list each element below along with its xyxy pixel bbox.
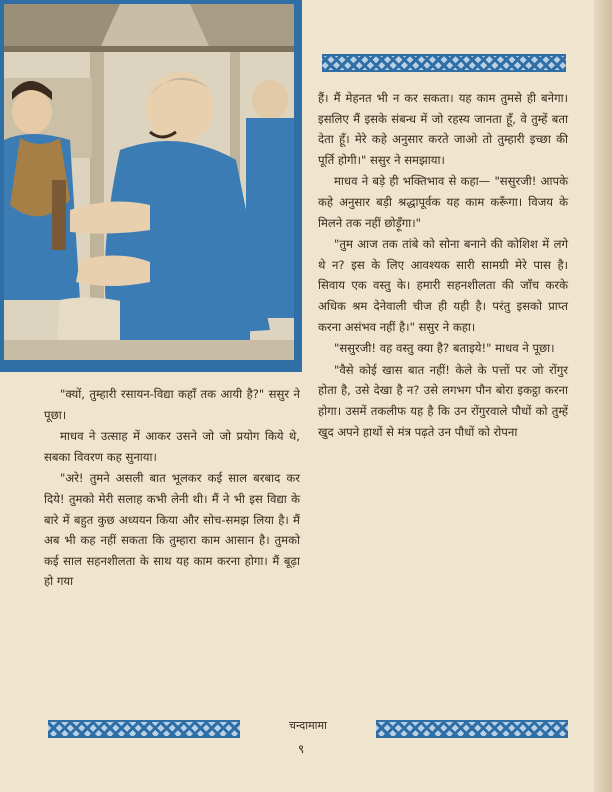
paragraph: हैं। मैं मेहनत भी न कर सकता। यह काम तुमसे ही बनेगा। इसलिए मैं इसके संबन्ध में जो रहस्य जानता हूँ, वे तुम्हें बता देता हूँ। मेरे कहे अनुसार करते जाओ तो तुम्हारी इच्छा की पूर्ति होगी।" ससुर ने समझाया। [318,91,568,167]
story-illustration [0,0,302,372]
paragraph: "ससुरजी! वह वस्तु क्या है? बताइये!" माधव ने पूछा। [334,341,555,356]
paragraph: "तुम आज तक तांबे को सोना बनाने की कोशिश में लगे थे न? इस के लिए आवश्यक सारी सामग्री मेरे पास है। सिवाय एक वस्तु के। हमारी सहनशीलता की जाँच करके अधिक श्रम देनेवाली चीज ही यही है। परंतु इसको प्राप्त करना असंभव नहीं है।" ससुर ने कहा। [318,237,568,334]
paragraph: "वैसे कोई खास बात नहीं! केले के पत्तों पर जो रोंगुर होता है, उसे देखा है न? उसे लगभग पौन बोरा इकट्ठा करना होगा। उसमें तकलीफ यह है कि उन रोंगुरवाले पौधों को तुम्हें खुद अपने हाथों से मंत्र पढ़ते उन पौधों को रोपना [318,362,568,439]
footer-border-right [376,720,568,738]
paragraph: "अरे! तुमने असली बात भूलकर कई साल बरबाद कर दिये! तुमको मेरी सलाह कभी लेनी थी। मैं ने भी इस विद्या के बारे में बहुत कुछ अध्ययन किया और सोच-समझ लिया है। मैं अब भी कह नहीं सकता कि तुम्हारा काम आसान है। तुमको कई साल सहनशीलता के साथ यह काम करना होगा। मैं बूढ़ा हो गया [44,471,300,589]
page-edge [594,0,612,792]
footer-border-left [48,720,240,738]
magazine-name: चन्दामामा [289,719,327,732]
paragraph: माधव ने बड़े ही भक्तिभाव से कहा— "ससुरजी! आपके कहे अनुसार बड़ी श्रद्धापूर्वक यह काम करूँगा। विजय के मिलने तक नहीं छोड़ूँगा।" [318,174,568,230]
page-mark: ९ [298,742,305,756]
paragraph: "क्यों, तुम्हारी रसायन-विद्या कहाँ तक आयी है?" ससुर ने पूछा। [44,387,300,422]
left-text-column [44,384,300,593]
paragraph: माधव ने उत्साह में आकर उसने जो जो प्रयोग किये थे, सबका विवरण कह सुनाया। [44,429,300,464]
top-decorative-border [322,54,566,72]
right-text-column [318,88,568,443]
